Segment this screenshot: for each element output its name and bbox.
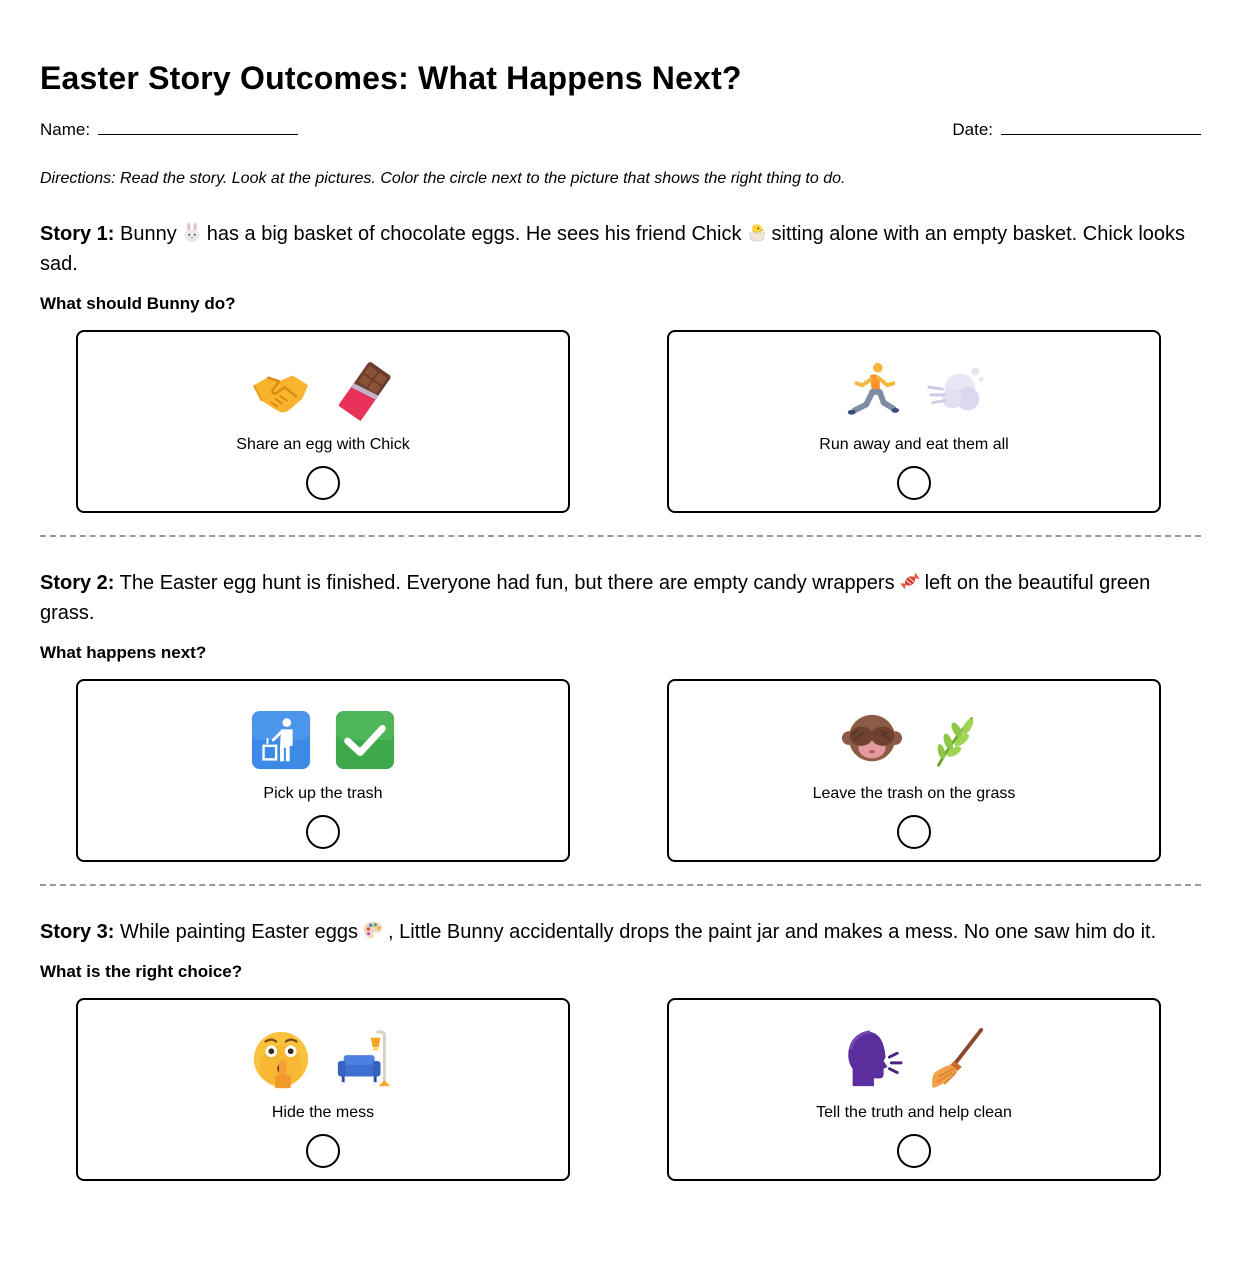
- check-mark-button-icon: [334, 709, 396, 771]
- date-line[interactable]: [1001, 120, 1201, 135]
- story-text: has a big basket of chocolate eggs. He sees his friend Chick: [206, 223, 742, 245]
- see-no-evil-monkey-icon: [841, 709, 903, 771]
- answer-circle[interactable]: [897, 466, 931, 500]
- candy-icon: [899, 570, 921, 592]
- herb-icon: [925, 709, 987, 771]
- choice-card-hide-mess[interactable]: [76, 998, 570, 1181]
- choice-label: Pick up the trash: [263, 785, 383, 802]
- couch-and-lamp-icon: [334, 1028, 396, 1090]
- section-divider: [40, 884, 1201, 886]
- litter-in-bin-icon: [250, 709, 312, 771]
- choice-card-share-egg[interactable]: [76, 330, 570, 513]
- artist-palette-icon: [362, 919, 384, 941]
- date-label: Date:: [952, 120, 993, 139]
- answer-circle[interactable]: [306, 466, 340, 500]
- choice-icons: [669, 1028, 1159, 1090]
- choice-label: Leave the trash on the grass: [812, 785, 1016, 802]
- story-3-text: [40, 917, 1201, 947]
- choice-card-tell-truth[interactable]: [667, 998, 1161, 1181]
- name-label: Name:: [40, 120, 91, 139]
- choice-icons: [78, 709, 568, 771]
- story-1-text: [40, 219, 1201, 279]
- section-divider: [40, 535, 1201, 537]
- broom-icon: [925, 1028, 987, 1090]
- story-text: While painting Easter eggs: [120, 921, 358, 943]
- chocolate-bar-icon: [334, 360, 396, 422]
- story-2-question: What happens next?: [40, 643, 207, 662]
- choice-label: Run away and eat them all: [819, 436, 1009, 453]
- rabbit-face-icon: [181, 221, 203, 243]
- shushing-face-icon: [250, 1028, 312, 1090]
- name-line[interactable]: [98, 120, 298, 135]
- story-1-question: What should Bunny do?: [40, 294, 236, 313]
- answer-circle[interactable]: [897, 1134, 931, 1168]
- story-text: The Easter egg hunt is finished. Everyone had fun, but there are empty candy wrappers: [119, 572, 895, 594]
- handshake-icon: [250, 360, 312, 422]
- story-3-question: What is the right choice?: [40, 962, 243, 981]
- answer-circle[interactable]: [306, 1134, 340, 1168]
- date-field: [952, 120, 1201, 140]
- person-running-icon: [841, 360, 903, 422]
- directions: Directions: Read the story. Look at the pictures. Color the circle next to the picture that shows the right thing to do.: [40, 170, 846, 187]
- story-text: sitting alone with an empty basket. Chick looks sad.: [40, 223, 1186, 275]
- choice-icons: [669, 709, 1159, 771]
- speaking-head-icon: [841, 1028, 903, 1090]
- name-field: [40, 120, 298, 140]
- choice-icons: [78, 1028, 568, 1090]
- dash-cloud-icon: [925, 360, 987, 422]
- story-heading: Story 2:: [40, 572, 115, 594]
- choice-icons: [78, 360, 568, 422]
- story-heading: Story 3:: [40, 921, 115, 943]
- choice-label: Tell the truth and help clean: [816, 1104, 1012, 1121]
- answer-circle[interactable]: [897, 815, 931, 849]
- hatching-chick-icon: [746, 221, 768, 243]
- page-title: Easter Story Outcomes: What Happens Next?: [40, 60, 742, 96]
- story-2-text: [40, 568, 1201, 628]
- story-text: , Little Bunny accidentally drops the paint jar and makes a mess. No one saw him do it.: [387, 921, 1157, 943]
- story-text: left on the beautiful green grass.: [40, 572, 1151, 624]
- choice-label: Share an egg with Chick: [236, 436, 410, 453]
- choice-card-run-away[interactable]: [667, 330, 1161, 513]
- choice-icons: [669, 360, 1159, 422]
- choice-label: Hide the mess: [271, 1104, 375, 1121]
- choice-card-pick-up-trash[interactable]: [76, 679, 570, 862]
- choice-card-leave-trash[interactable]: [667, 679, 1161, 862]
- answer-circle[interactable]: [306, 815, 340, 849]
- story-heading: Story 1:: [40, 223, 115, 245]
- story-text: Bunny: [120, 223, 177, 245]
